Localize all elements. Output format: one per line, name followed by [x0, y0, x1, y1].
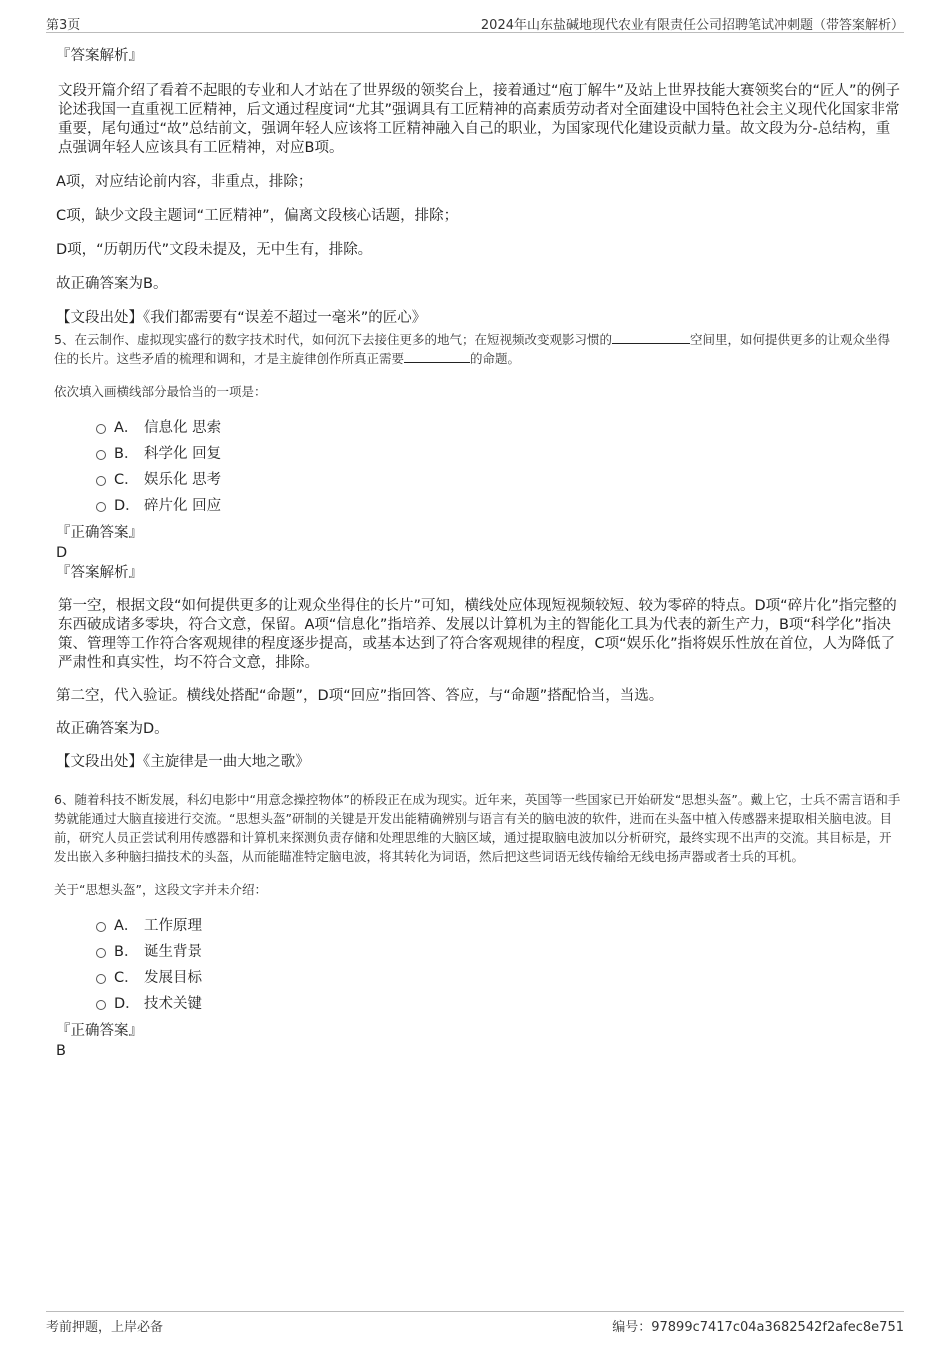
q5-answer: D — [56, 545, 68, 561]
q5-option-c[interactable]: C． 娱乐化 思考 — [56, 467, 902, 493]
q5-conclusion: 故正确答案为D。 — [56, 721, 169, 737]
radio-icon[interactable] — [96, 502, 106, 512]
q5-option-a[interactable]: A． 信息化 思索 — [56, 415, 902, 441]
q5-options — [56, 415, 902, 519]
footer-code — [612, 1316, 904, 1335]
q6-answer: B — [56, 1043, 66, 1059]
q5-answer-label: 『正确答案』 — [56, 525, 143, 541]
q4-analysis-option-a: A项，对应结论前内容，非重点，排除； — [56, 174, 313, 190]
q4-analysis-option-d: D项，“历朝历代”文段未提及，无中生有，排除。 — [56, 242, 373, 258]
q5-stem-part-3: 的命题。 — [470, 351, 521, 366]
q5-analysis-label: 『答案解析』 — [56, 565, 143, 581]
document-title: 2024年山东盐碱地现代农业有限责任公司招聘笔试冲刺题（带答案解析） — [480, 18, 904, 33]
radio-icon[interactable] — [96, 476, 106, 486]
radio-icon[interactable] — [96, 424, 106, 434]
q5-stem-part-1: 5、在云制作、虚拟现实盛行的数字技术时代，如何沉下去接住更多的地气；在短视频改变观影习惯的 — [54, 332, 612, 347]
q4-analysis-option-c: C项，缺少文段主题词“工匠精神”，偏离文段核心话题，排除； — [56, 208, 459, 224]
q5-blank-1 — [612, 331, 690, 344]
page-number: 第3页 — [46, 18, 81, 33]
radio-icon[interactable] — [96, 948, 106, 958]
q6-answer-label: 『正确答案』 — [56, 1023, 143, 1039]
q4-analysis-label: 『答案解析』 — [56, 48, 143, 64]
q6-prompt: 关于“思想头盔”，这段文字并未介绍： — [54, 882, 267, 897]
q4-analysis-paragraph: 文段开篇介绍了看着不起眼的专业和人才站在了世界级的领奖台上，接着通过“庖丁解牛”及站上世界技能大赛领奖台的“匠人”的例子论述我国一直重视工匠精神，后文通过程度词“尤其”强调具有工匠精神的高素质劳动者对全面建设中国特色社会主义现代化国家非常重要，尾句通过“故”总结前文，强调年轻人应该将工匠精神融入自己的职业，为国家现代化建设贡献力量。故文段为分-总结构，重点强调年轻人应该具有工匠精神，对应B项。 — [58, 83, 901, 156]
q5-stem — [54, 330, 902, 368]
q5-option-d[interactable]: D． 碎片化 回应 — [56, 493, 902, 519]
radio-icon[interactable] — [96, 450, 106, 460]
footer-code-label: 编号： — [612, 1320, 652, 1335]
q6-option-a[interactable]: A． 工作原理 — [56, 913, 902, 939]
q6-stem: 6、随着科技不断发展，科幻电影中“用意念操控物体”的桥段正在成为现实。近年来，英国等一些国家已开始研发“思想头盔”。戴上它，士兵不需言语和手势就能通过大脑直接进行交流。“思想头盔”研制的关键是开发出能精确辨别与语言有关的脑电波的软件，进而在头盔中植入传感器来提取相关脑电波。目前，研究人员正尝试利用传感器和计算机来探测负责存储和处理思维的大脑区域，通过提取脑电波加以分析研究，最终实现不出声的交流。其目标是，开发出嵌入多种脑扫描技术的头盔，从而能瞄准特定脑电波，将其转化为词语，然后把这些词语无线传输给无线电扬声器或者士兵的耳机。 — [54, 792, 901, 864]
q4-source: 【文段出处】《我们都需要有“误差不超过一毫米”的匠心》 — [56, 310, 427, 326]
q6-options — [56, 913, 902, 1017]
q4-conclusion: 故正确答案为B。 — [56, 276, 168, 292]
radio-icon[interactable] — [96, 974, 106, 984]
footer-slogan: 考前押题，上岸必备 — [46, 1320, 164, 1335]
q6-option-c[interactable]: C． 发展目标 — [56, 965, 902, 991]
q5-source: 【文段出处】《主旋律是一曲大地之歌》 — [56, 754, 310, 770]
q5-analysis-paragraph-1: 第一空，根据文段“如何提供更多的让观众坐得住的长片”可知，横线处应体现短视频较短、较为零碎的特点。D项“碎片化”指完整的东西破成诸多零块，符合文意，保留。A项“信息化”指培养、发展以计算机为主的智能化工具为代表的新生产力，B项“科学化”指决策、管理等工作符合客观规律的程度逐步提高，或基本达到了符合客观规律的程度，C项“娱乐化”指将娱乐性放在首位，人为降低了严肃性和真实性，均不符合文意，排除。 — [58, 598, 897, 671]
q6-option-d[interactable]: D． 技术关键 — [56, 991, 902, 1017]
radio-icon[interactable] — [96, 1000, 106, 1010]
q5-analysis-paragraph-2: 第二空，代入验证。横线处搭配“命题”，D项“回应”指回答、答应，与“命题”搭配恰当，当选。 — [56, 688, 664, 704]
page-footer — [46, 1311, 904, 1334]
page-header — [46, 12, 904, 33]
q5-option-b[interactable]: B． 科学化 回复 — [56, 441, 902, 467]
q5-stem-part-2: 空间里，如何提供更多的让观众坐得住的长片。这些矛盾的梳理和调和，才是主旋律创作所真正需要 — [54, 332, 890, 366]
page-content — [56, 44, 902, 1061]
q6-option-b[interactable]: B． 诞生背景 — [56, 939, 902, 965]
q5-prompt: 依次填入画横线部分最恰当的一项是： — [54, 384, 267, 399]
radio-icon[interactable] — [96, 922, 106, 932]
q5-blank-2 — [404, 350, 470, 363]
footer-code-value: 97899c7417c04a3682542f2afec8e751 — [651, 1320, 904, 1335]
